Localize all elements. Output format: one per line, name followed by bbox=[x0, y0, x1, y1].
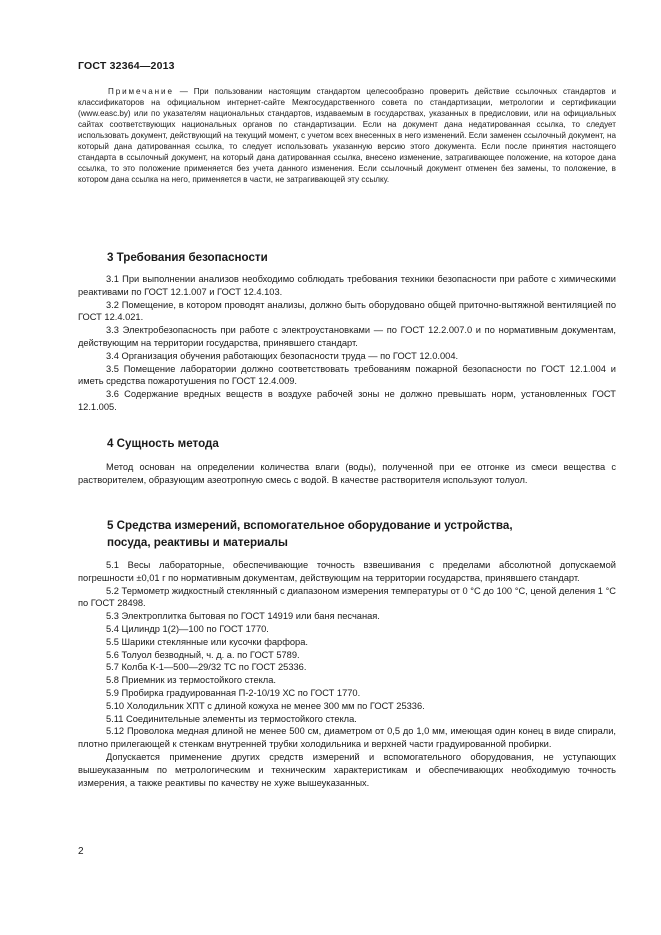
clause-3-5: 3.5 Помещение лаборатории должно соответствовать требованиям пожарной безопасности по ГОСТ 12.1.004 и иметь средства пожаротушения по ГОСТ 12.4.009. bbox=[78, 363, 616, 387]
page-number: 2 bbox=[78, 846, 84, 857]
section-4-text: Метод основан на определении количества влаги (воды), полученной при ее отгонке из смеси вещества с растворителем, образующим азеотропную смесь с водой. В качестве растворителя используют толуол. bbox=[78, 462, 616, 485]
clause-5-2: 5.2 Термометр жидкостный стеклянный с диапазоном измерения температуры от 0 °С до 100 °С, ценой деления 1 °С по ГОСТ 28498. bbox=[78, 585, 616, 609]
section-5-title-line-1: 5 Средства измерений, вспомогательное оборудование и устройства, bbox=[107, 519, 513, 532]
section-4-title: 4 Сущность метода bbox=[107, 437, 219, 450]
clause-3-1: 3.1 При выполнении анализов необходимо соблюдать требования техники безопасности при работе с химическими реактивами по ГОСТ 12.1.007 и ГОСТ 12.4.103. bbox=[78, 274, 616, 297]
clause-5-1: 5.1 Весы лабораторные, обеспечивающие точность взвешивания с пределами абсолютной допускаемой погрешности ±0,01 г по нормативным документам, действующим на территории государства, принявшего стандарт. bbox=[78, 560, 616, 583]
clause-5-10: 5.10 Холодильник ХПТ с длиной кожуха не менее 300 мм по ГОСТ 25336. bbox=[106, 700, 425, 711]
clause-5-11: 5.11 Соединительные элементы из термостойкого стекла. bbox=[106, 713, 357, 724]
note-block bbox=[78, 86, 616, 185]
clause-3-4: 3.4 Организация обучения работающих безопасности труда — по ГОСТ 12.0.004. bbox=[106, 350, 459, 361]
note-paragraph bbox=[78, 86, 616, 185]
clause-5-3: 5.3 Электроплитка бытовая по ГОСТ 14919 или баня песчаная. bbox=[106, 611, 380, 622]
clause-5-12: 5.12 Проволока медная длиной не менее 500 см, диаметром от 0,5 до 1,0 мм, имеющая один конец в виде спирали, плотно прилегающей к стенкам внутренней трубки холодильника и верхней части градуированной пробирки. bbox=[78, 726, 616, 750]
clause-5-7: 5.7 Колба К-1—500—29/32 ТС по ГОСТ 25336. bbox=[106, 662, 307, 673]
section-4-body bbox=[78, 461, 616, 487]
clause-5-8: 5.8 Приемник из термостойкого стекла. bbox=[106, 675, 276, 686]
clause-5-4: 5.4 Цилиндр 1(2)—100 по ГОСТ 1770. bbox=[106, 623, 269, 634]
clause-3-3: 3.3 Электробезопасность при работе с электроустановками — по ГОСТ 12.2.007.0 и по нормативным документам, действующим на территории государства, принявшего стандарт. bbox=[78, 325, 616, 348]
section-5-body bbox=[78, 559, 616, 789]
document-header: ГОСТ 32364—2013 bbox=[78, 60, 175, 72]
clause-5-9: 5.9 Пробирка градуированная П-2-10/19 ХС по ГОСТ 1770. bbox=[106, 687, 361, 698]
section-5-title-line-2: посуда, реактивы и материалы bbox=[107, 536, 288, 549]
clause-5-5: 5.5 Шарики стеклянные или кусочки фарфора. bbox=[106, 636, 308, 647]
clause-3-2: 3.2 Помещение, в котором проводят анализы, должно быть оборудовано общей приточно-вытяжной вентиляцией по ГОСТ 12.4.021. bbox=[78, 299, 616, 323]
clause-3-6: 3.6 Содержание вредных веществ в воздухе рабочей зоны не должно превышать норм, установленных ГОСТ 12.1.005. bbox=[78, 389, 616, 412]
clause-5-6: 5.6 Толуол безводный, ч. д. а. по ГОСТ 5789. bbox=[106, 649, 300, 660]
section-3-body bbox=[78, 273, 616, 414]
section-3-title: 3 Требования безопасности bbox=[107, 251, 268, 264]
clause-5-note: Допускается применение других средств измерений и вспомогательного оборудования, не уступающих вышеуказанным по метрологическим и техническим характеристикам и обеспечивающих необходимую точность измерения, а также реактивы по качеству не хуже вышеуказанных. bbox=[78, 751, 616, 788]
note-label: Примечание bbox=[108, 87, 174, 96]
note-text: — При пользовании настоящим стандартом целесообразно проверить действие ссылочных стандартов и классификаторов на официальном интернет-сайте Межгосударственного совета по стандартизации, метрологии и сертификации (www.easc.by) или по указателям национальных стандартов, издаваемым в государствах, указанных в предисловии, или на официальных сайтах соответствующих национальных органов по стандартизации. Если на документ дана недатированная ссылка, то следует использовать документ, действующий на текущий момент, с учетом всех внесенных в него изменений. Если заменен ссылочный документ, на который дана датированная ссылка, то следует использовать указанную версию этого документа. Если после принятия настоящего стандарта в ссылочный документ, на который дана датированная ссылка, внесено изменение, затрагивающее положение, на которое дана ссылка, то это положение применяется без учета данного изменения. Если ссылочный документ отменен без замены, то положение, в котором дана ссылка на него, применяется в части, не затрагивающей эту ссылку. bbox=[78, 87, 616, 184]
